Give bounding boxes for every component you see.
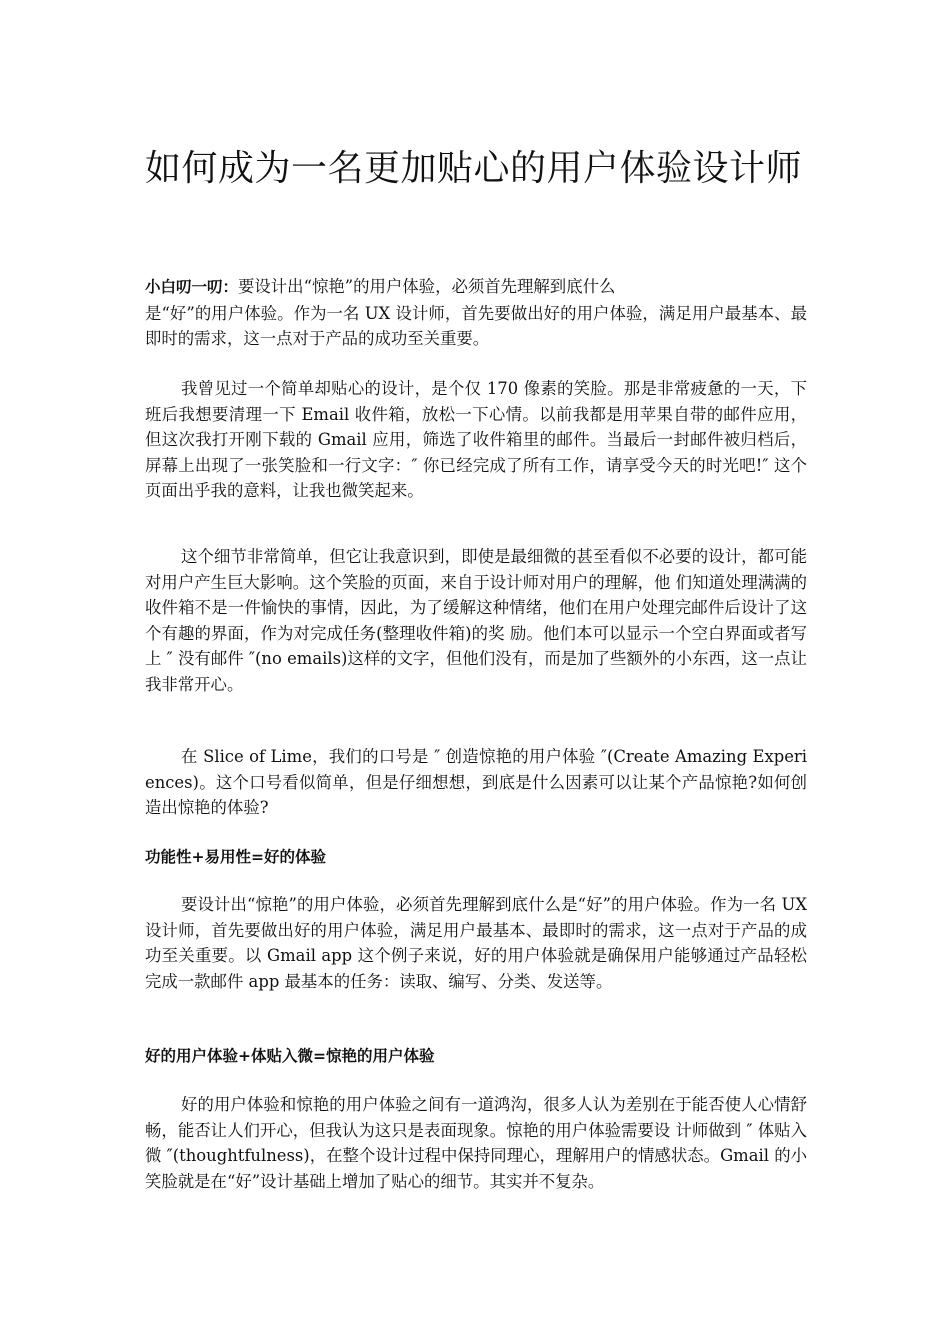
section-body-functionality: 要设计出“惊艳”的用户体验，必须首先理解到底什么是“好”的用户体验。作为一名 UX 设计师，首先要做出好的用户体验，满足用户最基本、最即时的需求，这一点对于产品的成功至关重要。以 Gmail app 这个例子来说，好的用户体验就是确保用户能够通过产品轻松完成一款邮件 app 最基本的任务：读取、编写、分类、发送等。 [145, 895, 807, 991]
lead-rest: 是“好”的用户体验。作为一名 UX 设计师，首先要做出好的用户体验，满足用户最基本、最即时的需求，这一点对于产品的成功至关重要。 [145, 303, 807, 349]
lead-label: 小白叨一叨： [145, 278, 239, 296]
section-body-thoughtfulness: 好的用户体验和惊艳的用户体验之间有一道鸿沟，很多人认为差别在于能否使人心情舒畅，能否让人们开心，但我认为这只是表面现象。惊艳的用户体验需要设 计师做到 ″ 体贴入微 ″(thoughtfulness)，在整个设计过程中保持同理心，理解用户的情感状态。Gmail 的小笑脸就是在“好”设计基础上增加了贴心的细节。其实并不复杂。 [145, 1095, 807, 1191]
lead-first-line: 要设计出“惊艳”的用户体验，必须首先理解到底什么 [238, 277, 616, 296]
body-paragraph-2: 这个细节非常简单，但它让我意识到，即使是最细微的甚至看似不必要的设计，都可能对用户产生巨大影响。这个笑脸的页面，来自于设计师对用户的理解，他 们知道处理满满的收件箱不是一件愉快的事情，因此，为了缓解这种情绪，他们在用户处理完邮件后设计了这个有趣的界面，作为对完成任务(整理收件箱)的奖 励。他们本可以显示一个空白界面或者写上 ″ 没有邮件 ″(no emails)这样的文字，但他们没有，而是加了些额外的小东西，这一点让我非常开心。 [145, 547, 807, 694]
article-title: 如何成为一名更加贴心的用户体验设计师 [145, 148, 803, 189]
section-heading-functionality: 功能性+易用性=好的体验 [145, 848, 326, 866]
body-paragraph-3: 在 Slice of Lime，我们的口号是 ″ 创造惊艳的用户体验 ″(Create Amazing Experiences)。这个口号看似简单，但是仔细想想，到底是什么因素可以让某个产品惊艳?如何创造出惊艳的体验? [145, 747, 807, 818]
lead-paragraph [145, 274, 807, 352]
body-paragraph-1: 我曾见过一个简单却贴心的设计，是个仅 170 像素的笑脸。那是非常疲惫的一天，下班后我想要清理一下 Email 收件箱，放松一下心情。以前我都是用苹果自带的邮件应用，但这次我打开刚下载的 Gmail 应用，筛选了收件箱里的邮件。当最后一封邮件被归档后，屏幕上出现了一张笑脸和一行文字：″ 你已经完成了所有工作，请享受今天的时光吧!″ 这个页面出乎我的意料，让我也微笑起来。 [145, 379, 807, 501]
section-heading-thoughtfulness: 好的用户体验+体贴入微=惊艳的用户体验 [145, 1047, 435, 1065]
